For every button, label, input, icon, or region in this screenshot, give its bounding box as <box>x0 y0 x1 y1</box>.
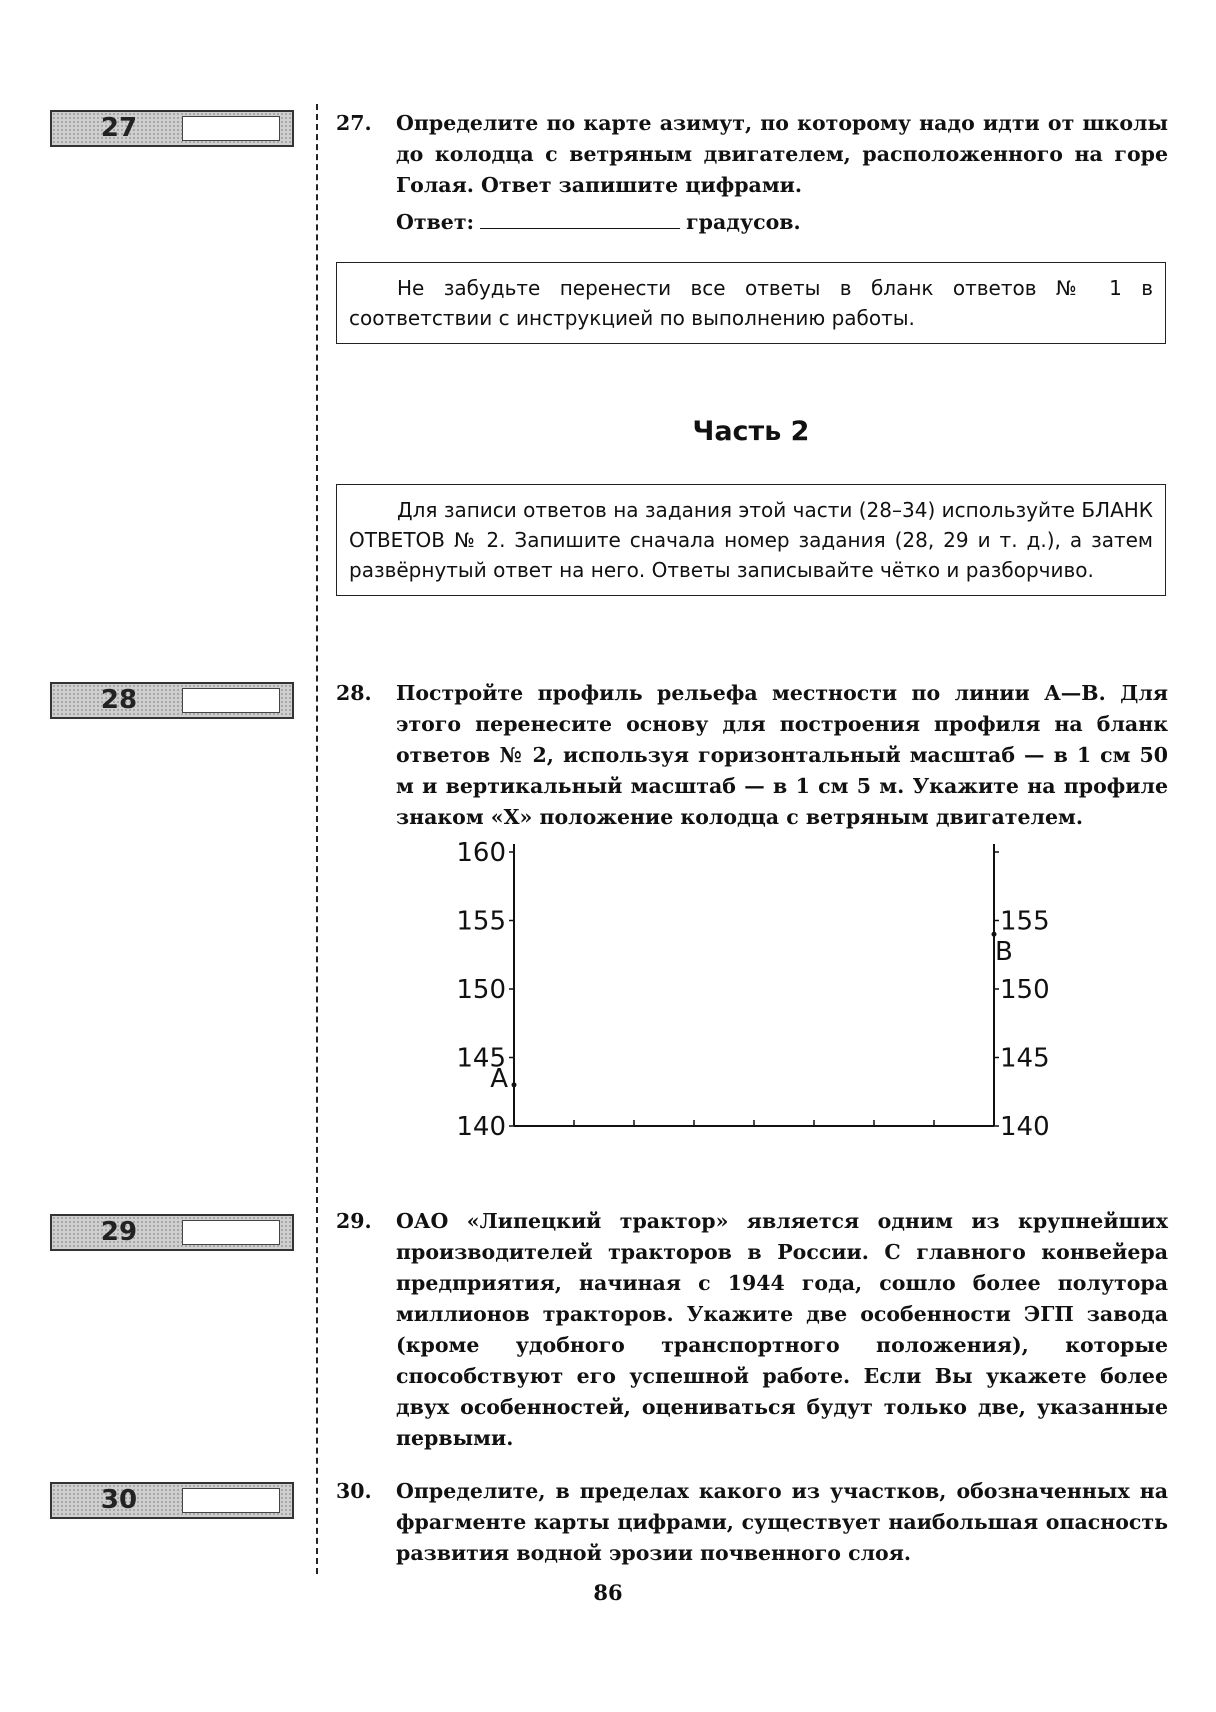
answer-blank[interactable] <box>480 208 680 229</box>
task-27 <box>336 108 1168 238</box>
left-tick-label: 145 <box>456 1043 506 1074</box>
left-tick-label: 150 <box>456 975 506 1005</box>
page-number: 86 <box>593 1580 623 1605</box>
right-tick-label: 155 <box>1000 906 1050 937</box>
answer-field-30[interactable] <box>182 1488 280 1513</box>
answer-field-29[interactable] <box>182 1220 280 1245</box>
answer-line <box>396 207 1168 238</box>
answer-box-number: 28 <box>100 685 138 715</box>
task-30 <box>336 1476 1168 1569</box>
profile-point-b <box>992 932 997 937</box>
task-28 <box>336 678 1168 833</box>
task-number: 30. <box>336 1479 372 1503</box>
task-text: ОАО «Липецкий трактор» является одним из крупнейших производителей тракторов в России. С главного конвейера предприятия, начиная с 1944 года, сошло более полутора миллионов тракторов. Укажите две особенности ЭГП завода (кроме удобного транспортного положения), которые способствуют его успешной работе. Если Вы укажете более двух особенностей, оцениваться будут только две, указанные первыми. <box>396 1209 1168 1450</box>
answer-box-number: 30 <box>100 1485 138 1515</box>
task-29 <box>336 1206 1168 1454</box>
notice-part2-instructions <box>336 484 1166 596</box>
right-tick-label: 145 <box>1000 1043 1050 1074</box>
task-number: 29. <box>336 1209 372 1233</box>
answer-unit: градусов. <box>686 210 801 234</box>
relief-profile-chart <box>440 840 1060 1140</box>
answer-box-number: 29 <box>100 1217 138 1247</box>
right-tick-label: 140 <box>1000 1112 1050 1140</box>
answer-box-30 <box>50 1482 294 1519</box>
answer-field-28[interactable] <box>182 688 280 713</box>
task-text: Определите по карте азимут, по которому надо идти от школы до колодца с ветряным двигателем, расположенного на горе Голая. Ответ запишите цифрами. <box>396 111 1168 197</box>
notice-text: Для записи ответов на задания этой части (28–34) используйте БЛАНК ОТВЕТОВ № 2. Запишите сначала номер задания (28, 29 и т. д.), а затем развёрнутый ответ на него. Ответы записывайте чётко и разборчиво. <box>349 498 1153 582</box>
profile-point-a <box>512 1082 517 1087</box>
left-tick-label: 155 <box>456 906 506 937</box>
left-tick-label: 160 <box>456 840 506 868</box>
notice-text: Не забудьте перенести все ответы в бланк ответов № 1 в соответствии с инструкцией по выполнению работы. <box>349 276 1153 330</box>
answer-label: Ответ: <box>396 210 475 234</box>
task-number: 28. <box>336 681 372 705</box>
task-text: Постройте профиль рельефа местности по линии А—В. Для этого перенесите основу для построения профиля на бланк ответов № 2, используя горизонтальный масштаб — в 1 см 50 м и вертикальный масштаб — в 1 см 5 м. Укажите на профиле знаком «Х» положение колодца с ветряным двигателем. <box>396 681 1168 829</box>
part-title: Часть 2 <box>692 416 810 447</box>
point-label: А <box>490 1063 508 1094</box>
task-number: 27. <box>336 111 372 135</box>
answer-box-number: 27 <box>100 113 138 143</box>
point-label: В <box>995 937 1013 968</box>
task-text: Определите, в пределах какого из участков, обозначенных на фрагменте карты цифрами, существует наибольшая опасность развития водной эрозии почвенного слоя. <box>396 1479 1168 1565</box>
answer-box-28 <box>50 682 294 719</box>
answer-box-29 <box>50 1214 294 1251</box>
cut-line <box>316 104 318 1574</box>
right-tick-label: 150 <box>1000 975 1050 1005</box>
answer-box-27 <box>50 110 294 147</box>
left-tick-label: 140 <box>456 1112 506 1140</box>
answer-field-27[interactable] <box>182 116 280 141</box>
notice-transfer-answers <box>336 262 1166 344</box>
